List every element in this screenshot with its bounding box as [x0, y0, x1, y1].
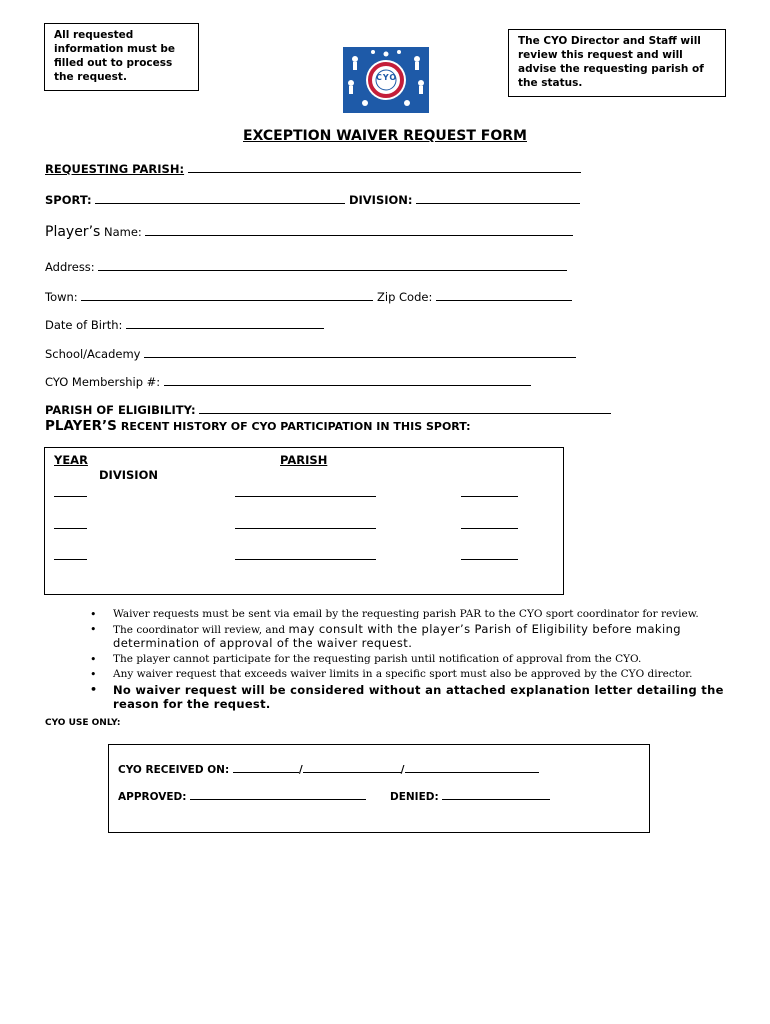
instruction-item: • The player cannot participate for the requesting parish until notification of approval from the CYO. — [90, 653, 740, 666]
history-parish-input[interactable] — [235, 558, 376, 560]
membership-input[interactable] — [164, 374, 531, 386]
history-col-parish: PARISH — [280, 453, 328, 467]
school-label: School/Academy — [45, 347, 141, 361]
player-name-label: Name: — [103, 225, 142, 239]
history-heading-text: RECENT HISTORY OF CYO PARTICIPATION IN THIS SPORT: — [120, 420, 471, 433]
address-row — [45, 259, 567, 274]
history-col-year: YEAR — [54, 453, 88, 467]
player-name-label-large: Player’s — [45, 224, 101, 240]
address-input[interactable] — [98, 259, 567, 271]
membership-row — [45, 374, 531, 389]
denied-label: DENIED: — [390, 791, 439, 803]
history-parish-input[interactable] — [235, 527, 376, 529]
town-label: Town: — [45, 290, 78, 304]
received-row: CYO RECEIVED ON: / / — [118, 763, 539, 776]
address-label: Address: — [45, 260, 95, 274]
denied-input[interactable] — [442, 790, 550, 800]
history-parish-input[interactable] — [235, 495, 376, 497]
instruction-item: • Waiver requests must be sent via email by the requesting parish PAR to the CYO sport coordinator for review. — [90, 608, 740, 621]
dob-label: Date of Birth: — [45, 318, 123, 332]
history-heading-large: PLAYER’S — [45, 418, 117, 434]
school-input[interactable] — [144, 346, 576, 358]
parish-eligibility-input[interactable] — [199, 402, 611, 414]
required-info-note — [44, 23, 199, 91]
cyo-use-box — [108, 744, 650, 833]
history-year-input[interactable] — [54, 527, 87, 529]
history-table — [44, 447, 564, 595]
received-month-input[interactable] — [233, 763, 299, 773]
sport-row — [45, 192, 580, 207]
parish-eligibility-label: PARISH OF ELIGIBILITY: — [45, 403, 196, 417]
player-name-input[interactable] — [145, 224, 573, 236]
zip-label: Zip Code: — [377, 290, 433, 304]
town-input[interactable] — [81, 289, 373, 301]
history-year-input[interactable] — [54, 495, 87, 497]
cyo-logo — [343, 47, 429, 113]
school-row — [45, 346, 576, 361]
form-title: EXCEPTION WAIVER REQUEST FORM — [243, 128, 527, 144]
requesting-parish-label: REQUESTING PARISH: — [45, 162, 185, 176]
cyo-use-label: CYO USE ONLY: — [45, 718, 121, 728]
history-division-input[interactable] — [461, 558, 518, 560]
player-name-row — [45, 224, 573, 240]
dob-input[interactable] — [126, 317, 324, 329]
division-label: DIVISION: — [348, 193, 413, 207]
sport-label: SPORT: — [45, 193, 92, 207]
parish-eligibility-row — [45, 402, 611, 417]
membership-label: CYO Membership #: — [45, 375, 161, 389]
required-info-note-text: All requested information must be filled out to process the request. — [54, 29, 176, 83]
director-review-note-text: The CYO Director and Staff will review this request and will advise the requesting parish of the status. — [518, 35, 704, 89]
requesting-parish-row — [45, 161, 581, 176]
instruction-item: • The coordinator will review, and may consult with the player’s Parish of Eligibility before making determination of approval of the waiver request. — [90, 623, 740, 651]
approved-label: APPROVED: — [118, 791, 187, 803]
history-division-input[interactable] — [461, 495, 518, 497]
history-division-input[interactable] — [461, 527, 518, 529]
sport-input[interactable] — [95, 192, 345, 204]
director-review-note — [508, 29, 726, 97]
received-year-input[interactable] — [405, 763, 539, 773]
dob-row — [45, 317, 324, 332]
approved-row — [118, 790, 366, 803]
received-label: CYO RECEIVED ON: — [118, 764, 230, 776]
division-input[interactable] — [416, 192, 580, 204]
requesting-parish-input[interactable] — [188, 161, 581, 173]
history-col-division: DIVISION — [99, 468, 158, 482]
zip-input[interactable] — [436, 289, 572, 301]
denied-row — [390, 790, 550, 803]
cyo-logo-text: CYO — [376, 73, 398, 82]
history-year-input[interactable] — [54, 558, 87, 560]
history-heading — [45, 418, 471, 434]
town-row — [45, 289, 572, 304]
received-day-input[interactable] — [303, 763, 401, 773]
approved-input[interactable] — [190, 790, 366, 800]
instruction-item: • Any waiver request that exceeds waiver limits in a specific sport must also be approved by the CYO director. — [90, 668, 740, 681]
instructions-list — [90, 608, 740, 713]
instruction-item-important: • No waiver request will be considered without an attached explanation letter detailing the reason for the request. — [90, 683, 740, 711]
